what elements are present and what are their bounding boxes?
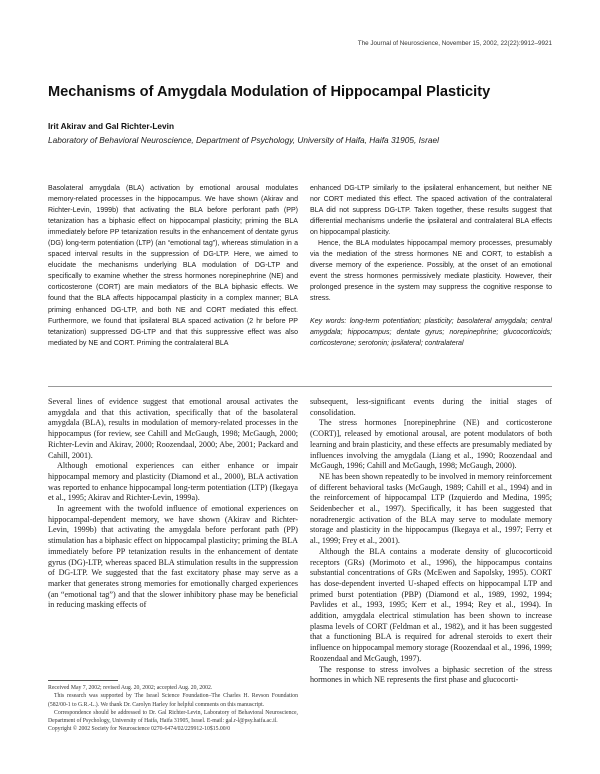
- footnote-copyright: Copyright © 2002 Society for Neuroscience 0270-6474/02/229912-10$15.00/0: [48, 726, 231, 733]
- abstract-keywords: Key words: long-term potentiation; plasticity; basolateral amygdala; central amygdala; hippocampus; dentate gyrus; norepinephrine; glucocorticoids; corticosterone; serotonin; ipsilateral; contralateral: [310, 317, 552, 347]
- body-column-left: [48, 397, 298, 611]
- abstract-column-right: [310, 183, 552, 349]
- body-paragraph: The response to stress involves a biphasic secretion of the stress hormones in which NE represents the first phase and glucocorti-: [310, 664, 552, 685]
- body-paragraph: In agreement with the twofold influence of emotional experiences on hippocampal-dependent memory, we have shown (Akirav and Richter-Levin, 1999b) that activating the amygdala before perforant path (PP) stimulation has a biphasic effect on hippocampal plasticity; priming the BLA immediately before PP tetanization results in the enhancement of dentate gyrus (DG)-LTP, whereas spaced BLA stimulation results in the suppression of DG-LTP. We suggested that the fast excitatory phase may serve as a marker that generates strong memories for emotionally charged experiences (an “emotional tag”) and that the slower inhibitory phase may be beneficial in reducing masking effects of: [48, 504, 298, 610]
- journal-header: The Journal of Neuroscience, November 15, 2002, 22(22):9912–9921: [357, 40, 552, 47]
- article-title: Mechanisms of Amygdala Modulation of Hippocampal Plasticity: [48, 84, 491, 100]
- body-paragraph: NE has been shown repeatedly to be involved in memory reinforcement of different behavioral tasks (McGaugh, 1989; Cahill et al., 1994) and in the reinforcement of hippocampal LTP (Izquierdo and Medina, 1995; Seidenbecher et al., 1997). Specifically, it has been suggested that noradrenergic activation of the BLA may serve to modulate memory storage and plasticity in the hippocampus (Ikegaya et al., 1997; Ferry et al., 1999; Frey et al., 2001).: [310, 471, 552, 546]
- body-paragraph: The stress hormones [norepinephrine (NE) and corticosterone (CORT)], released by emotional arousal, are potent modulators of both learning and brain plasticity, and these effects are presumably mediated by influences involving the amygdala (Liang et al., 1990; Roozendaal and McGaugh, 1996; Cahill and McGaugh, 1998; McGaugh, 2000).: [310, 418, 552, 471]
- footnote-divider: [48, 680, 118, 681]
- body-paragraph: Several lines of evidence suggest that emotional arousal activates the amygdala and that this activation, specifically that of the basolateral amygdala (BLA), results in modulation of memory-related processes in the hippocampus (for review, see Cahill and McGaugh, 1998; McGaugh, 2000; Richter-Levin and Akirav, 2000; Roozendaal, 2000; Abe, 2001; Packard and Cahill, 2001).: [48, 397, 298, 460]
- body-paragraph: Although emotional experiences can either enhance or impair hippocampal memory and plasticity (Diamond et al., 2000), BLA activation was reported to enhance hippocampal long-term potentiation (LTP) (Ikegaya et al., 1995; Akirav and Richter-Levin, 1999a).: [48, 461, 298, 503]
- abstract-divider: [48, 386, 552, 387]
- author-affiliation: Laboratory of Behavioral Neuroscience, Department of Psychology, University of Haifa, Haifa 31905, Israel: [48, 135, 439, 145]
- abstract-column-left: Basolateral amygdala (BLA) activation by emotional arousal modulates memory-related processes in the hippocampus. We have shown (Akirav and Richter-Levin, 1999b) that activating the BLA before perforant path (PP) tetanization has a biphasic effect on hippocampal plasticity; priming the BLA immediately before PP tetanization results in the enhancement of dentate gyrus (DG) long-term potentiation (LTP) (an “emotional tag”), whereas stimulation in a spaced interval results in the suppression of DG-LTP. Here, we aimed to elucidate the mechanisms underlying BLA modulation of DG-LTP and specifically to examine whether the stress hormones norepinephrine (NE) and corticosterone (CORT) are main mediators of the BLA biphasic effects. We found that the BLA affects hippocampal plasticity in a complex manner; BLA priming enhanced DG-LTP, and both NE and CORT mediated this effect. Furthermore, we found that ipsilateral BLA spaced activation (2 hr before PP tetanization) suppressed DG-LTP and that this suppressive effect was also mediated by NE and CORT. Priming the contralateral BLA: [48, 185, 298, 347]
- footnote-received: Received May 7, 2002; revised Aug. 20, 2002; accepted Aug. 20, 2002.: [48, 685, 213, 691]
- abstract-paragraph: Hence, the BLA modulates hippocampal memory processes, presumably via the mediation of the stress hormones NE and CORT, to establish a diverse memory of the experience. Possibly, at the onset of an emotional event the stress hormones permissively mediate plasticity. However, their prolonged presence in the system may suppress the cognitive response to stress.: [310, 240, 552, 303]
- body-column-right: [310, 397, 552, 686]
- abstract-paragraph: enhanced DG-LTP similarly to the ipsilateral enhancement, but neither NE nor CORT mediated this effect. The spaced activation of the contralateral BLA did not suppress DG-LTP. Taken together, these results suggest that differential mechanisms underlie the ipsilateral and contralateral BLA effects on hippocampal plasticity.: [310, 185, 552, 237]
- article-authors: Irit Akirav and Gal Richter-Levin: [48, 121, 175, 131]
- footnote-support: This research was supported by The Israel Science Foundation–The Charles H. Revson Foundation (582/00-1 to G.R.-L.). We thank Dr. Carolyn Harley for helpful comments on this manuscript.: [48, 693, 298, 708]
- footnotes: [48, 684, 298, 734]
- body-paragraph: subsequent, less-significant events during the initial stages of consolidation.: [310, 397, 552, 417]
- footnote-correspondence: Correspondence should be addressed to Dr. Gal Richter-Levin, Laboratory of Behavioral Neuroscience, Department of Psychology, University of Haifa, Haifa 31905, Israel. E-mail: gal.r-l@psy.haifa.ac.il.: [48, 709, 298, 724]
- body-paragraph: Although the BLA contains a moderate density of glucocorticoid receptors (GRs) (Morimoto et al., 1996), the hippocampus contains substantial concentrations of GRs (McEwen and Sapolsky, 1995). CORT has dose-dependent inverted U-shaped effects on hippocampal LTP and primed burst potentiation (PBP) (Diamond et al., 1989, 1992, 1994; Pavlides et al., 1993, 1995; Kerr et al., 1994; Rey et al., 1994). In addition, amygdala electrical stimulation has been shown to increase plasma levels of CORT (Feldman et al., 1982), and it has been suggested that a functioning BLA is required for adrenal steroids to exert their influence on hippocampal memory storage (Roozendaal et al., 1996, 1999; Roozendaal and McGaugh, 1997).: [310, 546, 552, 663]
